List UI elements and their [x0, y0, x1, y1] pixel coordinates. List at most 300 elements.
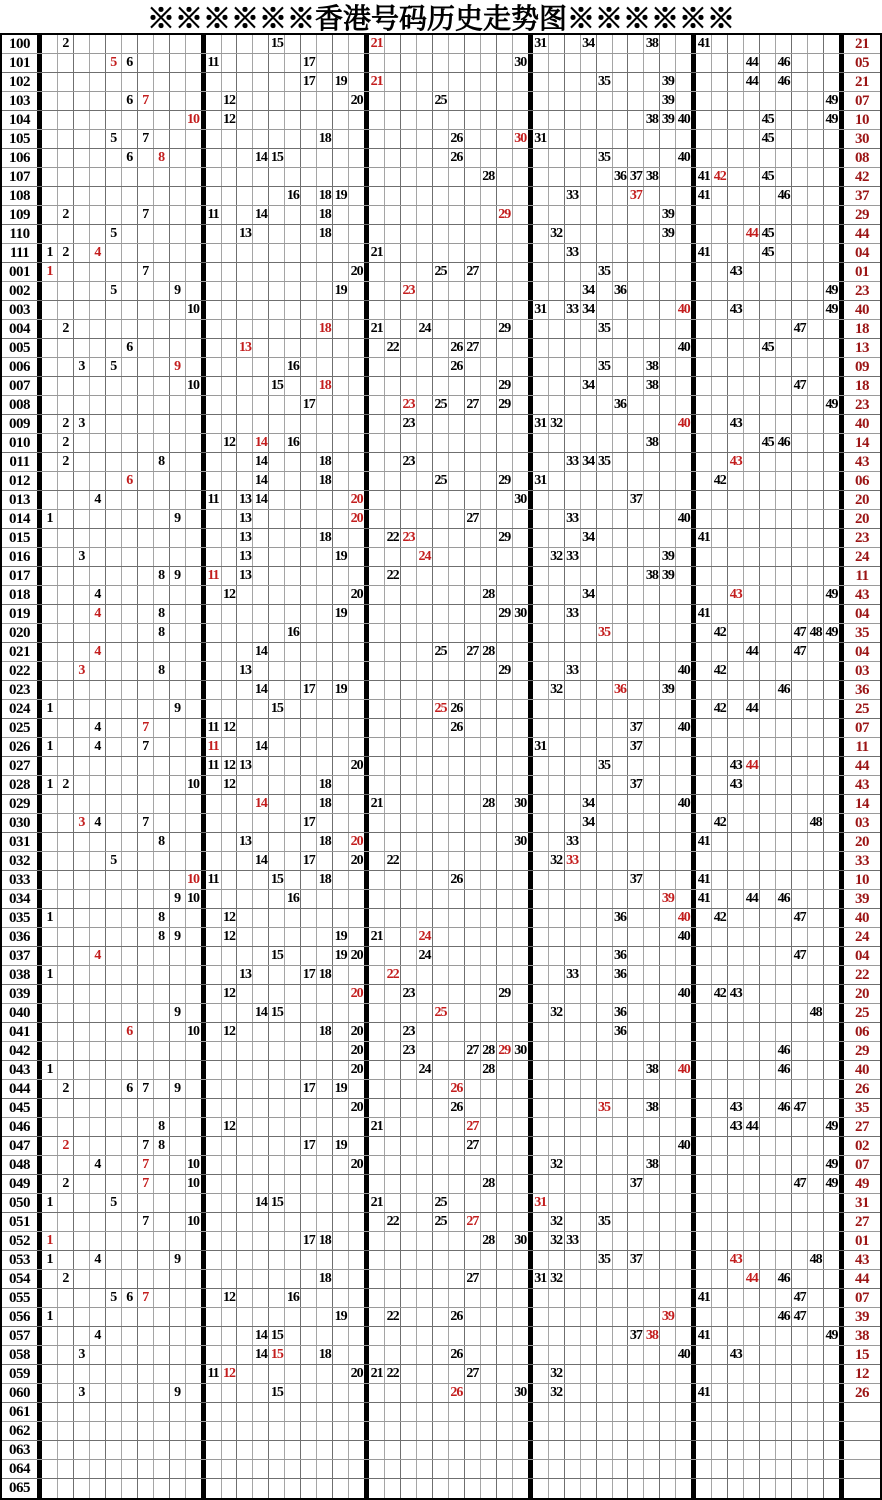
number-cell	[497, 852, 513, 870]
number-cell	[628, 434, 644, 452]
number-cell	[712, 1289, 728, 1307]
number-cell	[369, 282, 385, 300]
number-cell	[433, 1365, 449, 1383]
number-cell	[760, 909, 776, 927]
number-cell-13: 13	[237, 510, 253, 528]
number-cell	[565, 1099, 581, 1117]
number-cell	[222, 168, 238, 186]
column-group	[533, 776, 697, 794]
number-cell	[106, 35, 122, 53]
number-cell	[385, 301, 401, 319]
number-cell	[628, 339, 644, 357]
number-cell	[269, 244, 285, 262]
number-cell	[808, 1479, 824, 1498]
number-cell	[433, 339, 449, 357]
number-cell	[497, 1118, 513, 1136]
number-cell	[549, 624, 565, 642]
number-cell	[301, 282, 317, 300]
number-cell	[824, 244, 839, 262]
number-cell	[138, 377, 154, 395]
number-cell	[58, 700, 74, 718]
number-cell	[42, 1156, 58, 1174]
column-group	[206, 928, 370, 946]
number-cell	[222, 1270, 238, 1288]
row-label: 108	[2, 187, 42, 205]
number-cell	[417, 1384, 433, 1402]
number-cell	[712, 149, 728, 167]
number-cell	[74, 54, 90, 72]
number-cell	[90, 852, 106, 870]
table-row	[2, 168, 880, 187]
number-cell	[449, 833, 465, 851]
number-cell	[712, 1327, 728, 1345]
number-cell	[333, 225, 349, 243]
number-cell-48: 48	[808, 1251, 824, 1269]
number-cell	[42, 472, 58, 490]
number-cell	[222, 1479, 238, 1498]
number-cell	[792, 415, 808, 433]
number-cell	[497, 719, 513, 737]
number-cell-13: 13	[237, 548, 253, 566]
number-cell	[237, 1270, 253, 1288]
column-group	[42, 54, 206, 72]
column-group	[206, 833, 370, 851]
column-group	[42, 1137, 206, 1155]
number-cell-9: 9	[170, 567, 186, 585]
number-cell	[269, 1289, 285, 1307]
special-number: 27	[855, 1214, 870, 1230]
number-cell	[676, 1232, 691, 1250]
number-cell	[433, 54, 449, 72]
number-cell-42: 42	[712, 909, 728, 927]
number-cell	[712, 225, 728, 243]
number-cell	[385, 928, 401, 946]
number-cell	[138, 890, 154, 908]
column-group	[42, 1004, 206, 1022]
number-cell	[385, 206, 401, 224]
number-cell-28: 28	[481, 586, 497, 604]
number-cell	[481, 225, 497, 243]
number-cell	[269, 985, 285, 1003]
number-cell	[513, 1346, 528, 1364]
number-cell	[90, 871, 106, 889]
number-cell-17: 17	[301, 73, 317, 91]
number-cell	[824, 871, 839, 889]
number-cell	[824, 1099, 839, 1117]
number-cell	[792, 757, 808, 775]
number-cell	[613, 1308, 629, 1326]
number-cell	[760, 491, 776, 509]
number-cell	[222, 187, 238, 205]
column-group	[42, 757, 206, 775]
number-cell	[696, 757, 712, 775]
number-cell	[170, 1346, 186, 1364]
number-cell	[660, 1403, 676, 1421]
number-cell	[513, 282, 528, 300]
column-group	[696, 1004, 844, 1022]
number-cell	[676, 1194, 691, 1212]
number-cell	[433, 206, 449, 224]
number-cell-43: 43	[728, 1251, 744, 1269]
number-cell	[269, 358, 285, 376]
number-cell	[385, 263, 401, 281]
column-group	[369, 985, 533, 1003]
number-cell	[628, 225, 644, 243]
number-cell	[301, 1346, 317, 1364]
column-group	[533, 434, 697, 452]
number-cell	[285, 225, 301, 243]
special-number: 40	[855, 910, 870, 926]
column-group	[42, 434, 206, 452]
number-cell	[253, 985, 269, 1003]
number-cell	[808, 244, 824, 262]
number-cell-17: 17	[301, 1080, 317, 1098]
number-cell	[253, 529, 269, 547]
column-group	[533, 624, 697, 642]
number-cell	[549, 1099, 565, 1117]
number-cell	[269, 529, 285, 547]
number-cell	[285, 586, 301, 604]
column-group	[533, 586, 697, 604]
number-cell	[465, 1061, 481, 1079]
number-cell	[565, 1042, 581, 1060]
number-cell	[206, 1156, 222, 1174]
number-cell	[513, 377, 528, 395]
number-cell	[170, 187, 186, 205]
number-cell	[369, 1080, 385, 1098]
number-cell	[417, 1251, 433, 1269]
number-cell	[497, 1479, 513, 1498]
number-cell	[628, 1061, 644, 1079]
number-cell	[301, 1194, 317, 1212]
column-group	[696, 206, 844, 224]
number-cell	[170, 586, 186, 604]
special-number: 07	[855, 720, 870, 736]
number-cell	[728, 605, 744, 623]
number-cell	[417, 1289, 433, 1307]
number-cell-12: 12	[222, 928, 238, 946]
number-cell	[222, 548, 238, 566]
number-cell	[696, 1232, 712, 1250]
number-cell	[301, 320, 317, 338]
number-cell	[581, 1004, 597, 1022]
number-cell	[285, 92, 301, 110]
number-cell-17: 17	[301, 966, 317, 984]
number-cell	[253, 1137, 269, 1155]
number-cell	[497, 491, 513, 509]
number-cell	[728, 662, 744, 680]
number-cell	[206, 1042, 222, 1060]
number-cell	[465, 472, 481, 490]
number-cell	[417, 909, 433, 927]
special-number	[844, 1422, 880, 1440]
number-cell	[824, 1460, 839, 1478]
number-cell	[369, 149, 385, 167]
row-label: 045	[2, 1099, 42, 1117]
number-cell	[333, 1327, 349, 1345]
number-cell	[369, 833, 385, 851]
number-cell	[644, 1251, 660, 1269]
number-cell	[58, 1365, 74, 1383]
number-cell	[206, 947, 222, 965]
number-cell	[58, 567, 74, 585]
number-cell	[449, 434, 465, 452]
number-cell	[808, 1194, 824, 1212]
column-group	[533, 1270, 697, 1288]
number-cell	[481, 1137, 497, 1155]
number-cell	[644, 491, 660, 509]
number-cell	[613, 1422, 629, 1440]
number-cell	[581, 928, 597, 946]
column-group	[369, 624, 533, 642]
number-cell-15: 15	[269, 700, 285, 718]
number-cell	[776, 282, 792, 300]
table-row	[2, 795, 880, 814]
number-cell	[597, 1004, 613, 1022]
number-cell-23: 23	[401, 985, 417, 1003]
number-cell-20: 20	[350, 986, 363, 1001]
number-cell	[597, 890, 613, 908]
column-group	[369, 111, 533, 129]
number-cell	[401, 320, 417, 338]
number-cell	[760, 700, 776, 718]
number-cell	[433, 833, 449, 851]
number-cell	[74, 472, 90, 490]
number-cell	[808, 377, 824, 395]
number-cell	[317, 1213, 333, 1231]
number-cell	[533, 1004, 549, 1022]
number-cell	[138, 111, 154, 129]
number-cell	[222, 491, 238, 509]
number-cell-26: 26	[449, 1346, 465, 1364]
number-cell	[776, 1213, 792, 1231]
number-cell	[301, 168, 317, 186]
number-cell	[760, 1042, 776, 1060]
number-cell	[349, 1004, 364, 1022]
number-cell	[628, 662, 644, 680]
number-cell	[660, 1156, 676, 1174]
number-cell	[222, 301, 238, 319]
number-cell	[449, 491, 465, 509]
number-cell	[154, 738, 170, 756]
number-cell	[170, 1042, 186, 1060]
number-cell	[660, 453, 676, 471]
number-cell	[138, 795, 154, 813]
column-group	[369, 548, 533, 566]
number-cell	[237, 244, 253, 262]
number-cell	[565, 1479, 581, 1498]
number-cell	[206, 472, 222, 490]
number-cell	[744, 396, 760, 414]
column-group	[369, 719, 533, 737]
number-cell	[597, 1346, 613, 1364]
number-cell	[269, 130, 285, 148]
number-cell	[792, 510, 808, 528]
number-cell-37: 37	[628, 1175, 644, 1193]
number-cell	[138, 928, 154, 946]
number-cell	[728, 1175, 744, 1193]
number-cell	[269, 434, 285, 452]
number-cell	[186, 947, 201, 965]
number-cell	[349, 396, 364, 414]
number-cell	[513, 681, 528, 699]
number-cell	[792, 795, 808, 813]
number-cell	[613, 1289, 629, 1307]
number-cell-22: 22	[385, 1365, 401, 1383]
number-cell	[808, 73, 824, 91]
number-cell	[222, 244, 238, 262]
number-cell	[222, 339, 238, 357]
number-cell	[549, 1023, 565, 1041]
number-cell	[206, 1137, 222, 1155]
number-cell	[660, 947, 676, 965]
number-cell-40: 40	[677, 796, 690, 811]
number-cell	[42, 1118, 58, 1136]
number-cell	[533, 510, 549, 528]
number-cell	[401, 548, 417, 566]
number-cell-35: 35	[597, 624, 613, 642]
number-cell	[90, 35, 106, 53]
number-cell	[301, 909, 317, 927]
number-cell-18: 18	[317, 453, 333, 471]
number-cell	[433, 1042, 449, 1060]
number-cell-9: 9	[170, 928, 186, 946]
number-cell	[712, 1384, 728, 1402]
number-cell	[369, 1061, 385, 1079]
number-cell	[369, 1099, 385, 1117]
number-cell	[253, 92, 269, 110]
number-cell	[533, 358, 549, 376]
number-cell	[90, 833, 106, 851]
number-cell	[549, 1137, 565, 1155]
number-cell	[792, 890, 808, 908]
number-cell	[301, 1099, 317, 1117]
number-cell	[481, 909, 497, 927]
number-cell	[170, 453, 186, 471]
table-row	[2, 1308, 880, 1327]
number-cell	[728, 377, 744, 395]
number-cell	[186, 1346, 201, 1364]
number-cell	[660, 149, 676, 167]
table-row	[2, 1080, 880, 1099]
number-cell	[333, 434, 349, 452]
number-cell-3: 3	[74, 814, 90, 832]
number-cell	[269, 472, 285, 490]
number-cell-35: 35	[597, 73, 613, 91]
number-cell	[317, 491, 333, 509]
row-label: 026	[2, 738, 42, 756]
number-cell	[333, 1441, 349, 1459]
number-cell	[206, 510, 222, 528]
number-cell-28: 28	[481, 168, 497, 186]
number-cell	[253, 1156, 269, 1174]
column-group	[206, 890, 370, 908]
number-cell	[138, 396, 154, 414]
number-cell	[106, 263, 122, 281]
column-group	[533, 1137, 697, 1155]
number-cell	[74, 1175, 90, 1193]
number-cell	[285, 453, 301, 471]
number-cell	[317, 852, 333, 870]
number-cell-1: 1	[42, 738, 58, 756]
number-cell	[385, 282, 401, 300]
number-cell	[385, 1156, 401, 1174]
number-cell	[760, 567, 776, 585]
number-cell-23: 23	[401, 529, 417, 547]
number-cell	[154, 168, 170, 186]
column-group	[369, 928, 533, 946]
number-cell-29: 29	[497, 320, 513, 338]
number-cell	[449, 1023, 465, 1041]
row-label: 063	[2, 1441, 42, 1459]
number-cell	[497, 282, 513, 300]
number-cell	[549, 92, 565, 110]
number-cell	[301, 35, 317, 53]
number-cell-41: 41	[696, 187, 712, 205]
number-cell	[644, 700, 660, 718]
number-cell	[760, 1460, 776, 1478]
number-cell	[549, 1403, 565, 1421]
number-cell	[301, 1118, 317, 1136]
table-row	[2, 1023, 880, 1042]
number-cell	[222, 1004, 238, 1022]
number-cell	[349, 54, 364, 72]
number-cell	[122, 700, 138, 718]
number-cell	[106, 871, 122, 889]
number-cell-12: 12	[222, 1118, 238, 1136]
number-cell-15: 15	[269, 377, 285, 395]
number-cell	[285, 985, 301, 1003]
number-cell	[696, 624, 712, 642]
number-cell	[317, 985, 333, 1003]
column-group	[42, 1232, 206, 1250]
number-cell	[186, 244, 201, 262]
number-cell	[90, 529, 106, 547]
number-cell	[597, 396, 613, 414]
number-cell	[728, 795, 744, 813]
column-group	[42, 833, 206, 851]
number-cell	[222, 149, 238, 167]
number-cell	[597, 92, 613, 110]
number-cell	[792, 1327, 808, 1345]
number-cell	[776, 339, 792, 357]
number-cell	[206, 700, 222, 718]
number-cell	[744, 1479, 760, 1498]
number-cell	[74, 871, 90, 889]
number-cell	[449, 643, 465, 661]
number-cell	[369, 1023, 385, 1041]
number-cell-18: 18	[317, 225, 333, 243]
column-group	[369, 966, 533, 984]
table-row	[2, 662, 880, 681]
row-label: 050	[2, 1194, 42, 1212]
number-cell	[317, 339, 333, 357]
number-cell	[401, 244, 417, 262]
number-cell	[712, 548, 728, 566]
number-cell	[285, 491, 301, 509]
number-cell	[74, 681, 90, 699]
number-cell	[744, 1327, 760, 1345]
number-cell	[122, 1213, 138, 1231]
number-cell	[206, 795, 222, 813]
number-cell	[513, 966, 528, 984]
number-cell	[237, 586, 253, 604]
column-group	[533, 1441, 697, 1459]
number-cell	[269, 225, 285, 243]
number-cell	[597, 491, 613, 509]
number-cell	[760, 871, 776, 889]
number-cell	[712, 92, 728, 110]
